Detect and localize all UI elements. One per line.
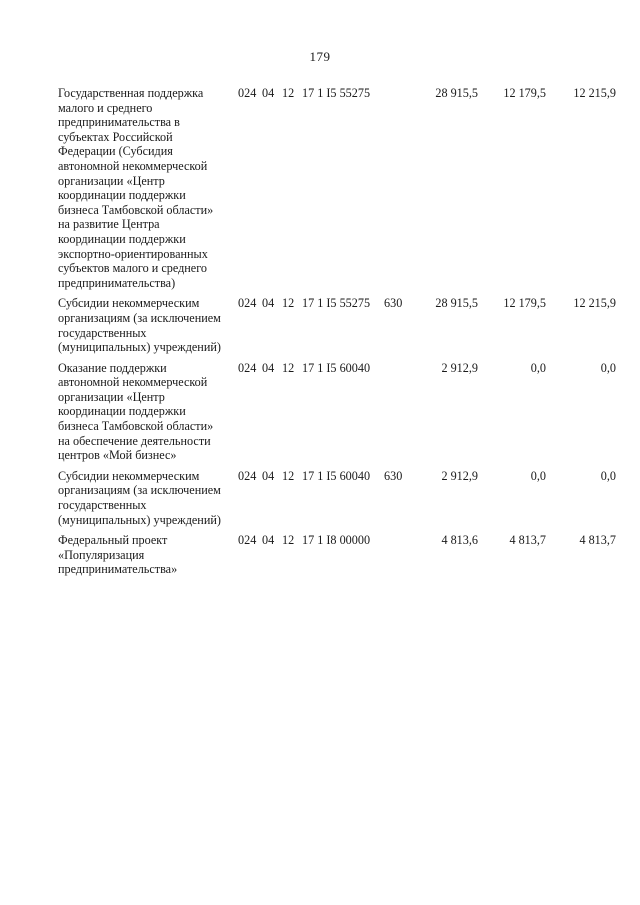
table-row [58,86,622,290]
section-code: 04 [262,86,275,100]
amount-year-2: 12 179,5 [503,86,546,100]
amount-year-3: 0,0 [600,360,616,375]
ved-code: 024 [238,360,257,375]
row-description: Субсидии некоммерческим организациям (за исключением государственных (муниципальных) учреждений) [58,468,221,527]
amount-year-3: 4 813,7 [579,533,616,548]
amount-year-2: 12 179,5 [503,296,546,311]
target-article-code: 17 1 I5 55275 [302,86,371,100]
amount-year-2: 0,0 [530,468,546,483]
table-row [58,533,622,577]
amount-year-3: 12 215,9 [573,86,616,100]
target-article-code: 17 1 I5 60040 [302,468,371,483]
table-row [58,469,622,527]
section-code: 04 [262,533,275,548]
amount-year-1: 2 912,9 [441,360,478,375]
subsection-code: 12 [282,468,295,483]
amount-year-1: 28 915,5 [435,86,478,100]
subsection-code: 12 [282,296,295,311]
subsection-code: 12 [282,360,295,375]
table-row [58,361,622,463]
page-number: 179 [309,49,331,64]
ved-code: 024 [238,296,257,311]
expense-type-code: 630 [384,468,403,483]
row-description: Оказание поддержки автономной некоммерческой организации «Центр координации поддержки бизнеса Тамбовской области» на обеспечение деятельности центров «Мой бизнес» [58,360,214,463]
row-description: Государственная поддержка малого и среднего предпринимательства в субъектах Российской Федерации (Субсидия автономной некоммерческой организации «Центр координации поддержки бизнеса Тамбовской области» на развитие Центра координации поддержки экспортно-ориентированных субъектов малого и среднего предпринимательства) [58,86,214,290]
subsection-code: 12 [282,533,295,548]
section-code: 04 [262,360,275,375]
ved-code: 024 [238,468,257,483]
row-description: Субсидии некоммерческим организациям (за исключением государственных (муниципальных) учреждений) [58,296,221,355]
amount-year-3: 12 215,9 [573,296,616,311]
amount-year-2: 0,0 [530,360,546,375]
section-code: 04 [262,296,275,311]
ved-code: 024 [238,533,257,548]
section-code: 04 [262,468,275,483]
row-description: Федеральный проект «Популяризация предпринимательства» [58,533,178,577]
target-article-code: 17 1 I8 00000 [302,533,371,548]
amount-year-1: 2 912,9 [441,468,478,483]
table-row [58,296,622,354]
subsection-code: 12 [282,86,295,100]
amount-year-1: 4 813,6 [441,533,478,548]
target-article-code: 17 1 I5 55275 [302,296,371,311]
amount-year-3: 0,0 [600,468,616,483]
amount-year-2: 4 813,7 [509,533,546,548]
ved-code: 024 [238,86,257,100]
amount-year-1: 28 915,5 [435,296,478,311]
target-article-code: 17 1 I5 60040 [302,360,371,375]
budget-table [58,86,622,583]
expense-type-code: 630 [384,296,403,311]
